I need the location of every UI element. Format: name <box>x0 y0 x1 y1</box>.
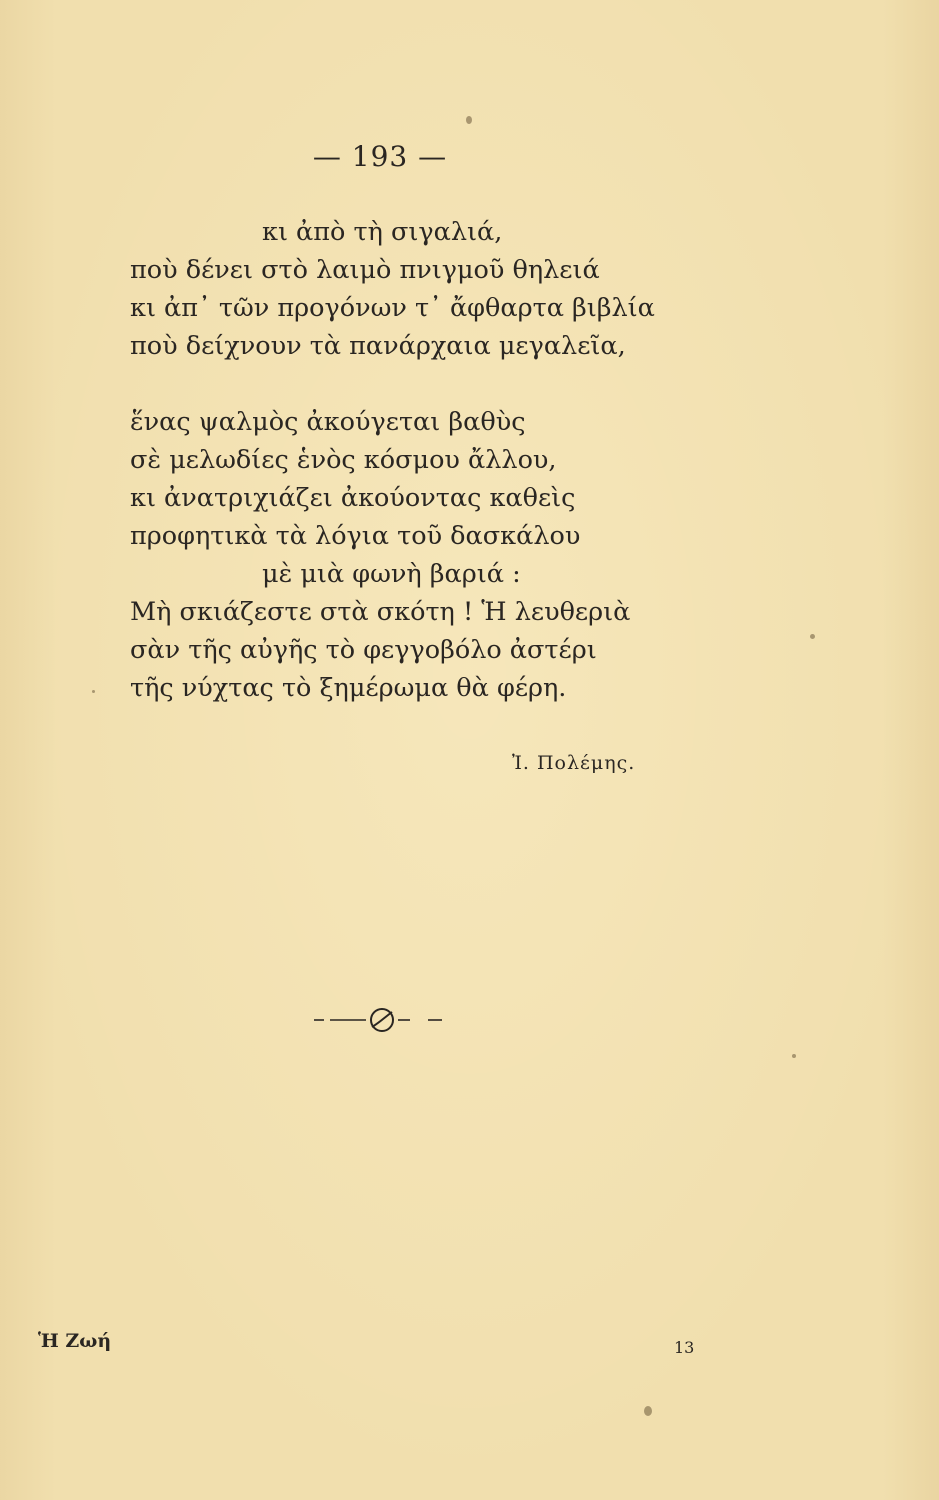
poem-line: προφητικὰ τὰ λόγια τοῦ δασκάλου <box>130 521 581 551</box>
poem-line: Μὴ σκιάζεστε στὰ σκότη ! Ἡ λευθεριὰ <box>130 597 631 627</box>
poem-line: ἕνας ψαλμὸς ἀκούγεται βαθὺς <box>130 407 526 437</box>
ornament-divider <box>310 1000 460 1040</box>
poem-line: μὲ μιὰ φωνὴ βαριά : <box>262 559 521 589</box>
paper-speck <box>466 116 472 124</box>
poem-line: κι ἀπ᾿ τῶν προγόνων τ᾿ ἄφθαρτα βιβλία <box>130 293 655 323</box>
paper-speck <box>810 634 815 639</box>
paper-speck <box>644 1406 652 1416</box>
poem-line: σὲ μελωδίες ἑνὸς κόσμου ἄλλου, <box>130 445 557 475</box>
signature: Ἰ. Πολέμης. <box>512 752 636 774</box>
journal-title: Ἡ Ζωή <box>38 1330 112 1352</box>
poem-line: σὰν τῆς αὐγῆς τὸ φεγγοβόλο ἀστέρι <box>130 635 597 665</box>
page-number: — 193 — <box>312 140 448 173</box>
poem-line: κι ἀπὸ τὴ σιγαλιά, <box>262 217 503 247</box>
poem-line: ποὺ δείχνουν τὰ πανάρχαια μεγαλεῖα, <box>130 331 626 361</box>
poem-line: ποὺ δένει στὸ λαιμὸ πνιγμοῦ θηλειά <box>130 255 600 285</box>
poem-line: τῆς νύχτας τὸ ξημέρωμα θὰ φέρη. <box>130 673 567 703</box>
paper-speck <box>92 690 95 693</box>
poem-line: κι ἀνατριχιάζει ἀκούοντας καθεὶς <box>130 483 576 513</box>
signature-mark: 13 <box>674 1338 695 1357</box>
paper-speck <box>792 1054 796 1058</box>
